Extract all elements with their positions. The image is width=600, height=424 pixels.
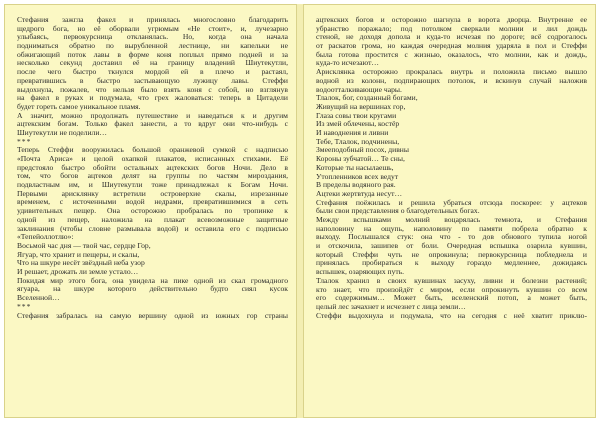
text-line: Что на шкуре несёт звёздный небa узор: [17, 259, 145, 268]
text-line: ацтекских богов и осторожно шагнула в ворота дворца. Внутренне ее: [316, 16, 587, 24]
text-line: Тебе, Тлалок, подчинены,: [316, 137, 400, 146]
text-line: Которые ты насылаешь,: [316, 163, 394, 172]
text-line: Первыми арисклянку встретили островерхие скалы, изрезанные: [17, 189, 288, 198]
text-line: ацтекским богам. Только факел занести, а то вдруг они что-нибудь с: [17, 120, 288, 129]
text-line: превратившись в быстро застывающую лужицу лавы. Стеффи: [17, 76, 288, 85]
text-line: А значит, можно продолжать путешествие и наведаться к и другим: [17, 111, 288, 120]
text-line: Восьмой час дня — твой час, сердце Гор,: [17, 241, 151, 250]
text-line: Тлалок хранил в своих кувшинах засуху, ливни и болезни растений;: [316, 276, 587, 285]
text-line: обжигающий поток лавы в форме коня поплыл прямо подней и за: [17, 50, 288, 59]
text-line: стеной, не доходя дополa и куда-то исчезая по дороге; всё содрогалось: [316, 33, 587, 42]
text-line: вспышек, озаряющих путь.: [316, 268, 405, 277]
text-line: Вселенной…: [17, 294, 60, 303]
text-line: от раскатов грома, но каждая очередная молния ударяла в пол и Стеффи: [316, 42, 587, 51]
text-line: Ягуар, что хранит и пещеры, и скалы,: [17, 250, 140, 259]
text-line: И решает, дрожать ли земле устало…: [17, 268, 139, 277]
text-line: одной из пещер, наложила на плакат всевозможные защитные: [17, 215, 288, 224]
text-line: Покидая мир этого бога, она увидела на пике одной из скал громадного: [17, 276, 288, 285]
text-line: Живущий на вершинах гор,: [316, 102, 406, 111]
text-line: Тлалок, бог, созданный богами,: [316, 94, 418, 103]
text-line: Стефания забралась на самую вершину одной из южных гор страны: [17, 311, 288, 320]
left-page: [4, 4, 297, 418]
text-line: куда-то исчезают…: [316, 59, 379, 68]
text-line: Шиутекутли не поделили…: [17, 128, 107, 137]
text-line: водоотталкивающие чары.: [316, 85, 402, 94]
text-line: выдохнула, пожалев, что нельзя было взять коня с собой, но взглянув: [17, 85, 288, 94]
text-line: И наводнения и ливни: [316, 129, 389, 138]
text-line: ягуара, на шкуре которого действительно будто сиял кусок: [17, 285, 288, 294]
text-line: подвластным им, и Шиутекутли тоже принадлежал к Богам Ночи.: [17, 181, 288, 190]
text-line: «Почта Ариса» и целой охапкой плакатов, исписанных стихами. Её: [17, 155, 288, 164]
text-line: принялась пробираться к выходу гораздо медленнее, дожидаясь: [316, 259, 587, 268]
text-line: Ацтеки жертвтуда несут…: [316, 189, 403, 198]
section-separator: ***: [17, 137, 32, 146]
text-line: и отскочила, зашипев от боли. Очередная вспышка озарила кувшин,: [316, 242, 587, 251]
text-line: целый лес зачахнет и исчезнет с лица земли…: [316, 302, 466, 311]
text-line: улыбаясь, первокурсница откланялась. Но, когда она начала: [17, 33, 288, 42]
text-line: Утопленников всех ведут: [316, 172, 399, 181]
text-line: выходу. Послышался стук: она что - то дов обнового тупила ногой: [316, 233, 587, 242]
text-line: убранство поражало; под потолком сверкали молнии и лил дождь: [316, 24, 587, 33]
text-line: Теперь Стеффи вооружилась большой оранжевой сумкой с надписью: [17, 146, 288, 155]
text-line: том, что богов ацтеков делят на группы по частям мироздания,: [17, 172, 288, 181]
text-line: Стеффи выдохнула и подумала, что на сегодня с неё хватит приклю-: [316, 311, 587, 320]
text-line: наполовину на ощупь, наполовину по памяти побрела обратно к: [316, 224, 587, 233]
text-line: будет гореть самое уникальное пламя.: [17, 102, 141, 111]
text-line: Из змей облечены, костёр: [316, 120, 400, 129]
text-line: временем, с источенными водой недрами, превратившимися в сеть: [17, 198, 288, 207]
text-line: на факел в руках и подумала, что грех жаловаться: теперь в Цитадели: [17, 94, 288, 103]
text-line: были свои представления о благодетельных богах.: [316, 207, 480, 216]
text-line: Короны зубчатой… Те сны,: [316, 155, 405, 164]
text-line: Стефания зажгла факел и принялась многословно благодарить: [17, 16, 288, 24]
text-line: кто знает, что произойдёт с миром, если опрокинуть кувшин со всем: [316, 285, 587, 294]
text-line: была готова простится с жизнью, оказалось, что молнии, как и дождь,: [316, 50, 587, 59]
text-line: предстояло быстро обойти остальных ацтекских богов Ночи. Дело в: [17, 163, 288, 172]
text-line: удивительных пещер. Она осторожно пробралась по тропинке к: [17, 207, 288, 216]
text-line: В пределы водяного рая.: [316, 181, 396, 190]
text-line: подниматься обратно по вырубленной лестнице, ни капельки не: [17, 42, 288, 51]
section-separator: ***: [17, 302, 32, 311]
text-line: Змееподобный посох, дивны: [316, 146, 409, 155]
right-page: [303, 4, 596, 418]
text-line: Стефания поёжилась и решила убраться отсюда поскорее: у ацтеков: [316, 198, 587, 207]
text-line: несколько секунд доставил её на границу владений Шиутекутли,: [17, 59, 288, 68]
text-line: щедрого бога, но её оборвали угрюмым «Не стоит», и, лучезарно: [17, 24, 288, 33]
text-line: Глаза совы твои кругами: [316, 111, 397, 120]
text-line: его содержимым… Может быть, вселенский потоп, а может быть,: [316, 294, 587, 303]
text-line: после чего быстро ткнулся мордой ей в плечо и растаял,: [17, 68, 288, 77]
text-line: водной из колонн, подпирающих потолок, и вскинув случай наложив: [316, 76, 587, 85]
text-line: Между вспышками молний воцарялась темнота, и Стефания: [316, 216, 587, 225]
text-line: «Тепейоллотлю»:: [17, 233, 74, 242]
text-line: заклинания (чтобы словне размывала водой) и оставила его с подписью: [17, 224, 288, 233]
text-line: который Стеффи чуть не опрокинула; первокурсница побледнела и: [316, 250, 587, 259]
text-line: Арисклянка осторожно прокралась внутрь и положила письмо вышло: [316, 68, 587, 77]
